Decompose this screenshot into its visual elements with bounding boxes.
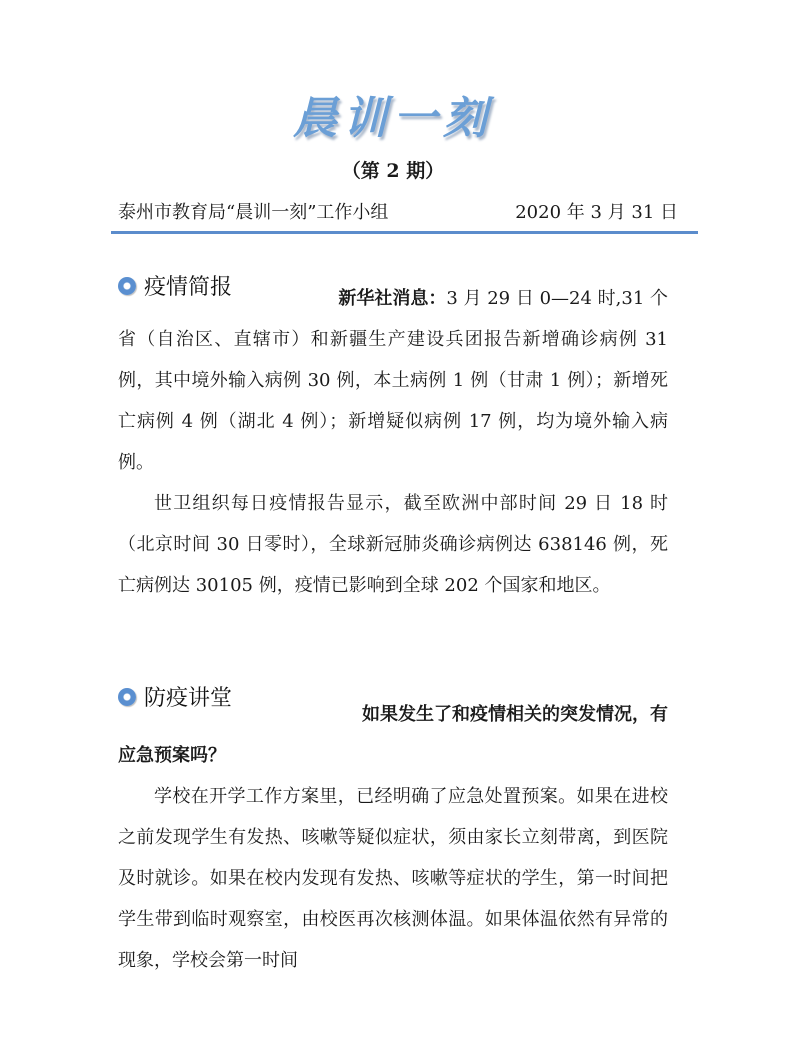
who-report-paragraph: 世卫组织每日疫情报告显示，截至欧洲中部时间 29 日 18 时（北京时间 30 日零时），全球新冠肺炎确诊病例达 638146 例，死亡病例达 30105 例，疫情已影响到全球 202 个国家和地区。	[118, 493, 668, 596]
news-source-lead: 新华社消息：	[338, 288, 447, 309]
newsletter-title: 晨训一刻	[293, 93, 493, 144]
lecture-answer-paragraph: 学校在开学工作方案里，已经明确了应急处置预案。如果在进校之前发现学生有发热、咳嗽等疑似症状，须由家长立刻带离，到医院及时就诊。如果在校内发现有发热、咳嗽等症状的学生，第一时间把学生带到临时观察室，由校医再次核测体温。如果体温依然有异常的现象，学校会第一时间	[118, 786, 668, 971]
section-heading-text: 防疫讲堂	[144, 686, 233, 711]
brief-body-text: 省（自治区、直辖市）和新疆生产建设兵团报告新增确诊病例 31 例，其中境外输入病例 30 例，本土病例 1 例（甘肃 1 例）；新增死亡病例 4 例（湖北 4 例）；新增疑似病例 17 例，均为境外输入病例。	[118, 329, 668, 473]
issue-number: （第 2 期）	[341, 160, 445, 182]
organization-name: 泰州市教育局“晨训一刻”工作小组	[118, 202, 389, 223]
brief-first-line-text: 3 月 29 日 0—24 时,31 个	[446, 288, 668, 309]
question-line-2: 应急预案吗？	[118, 745, 226, 766]
publication-date: 2020 年 3 月 31 日	[515, 202, 678, 223]
epidemic-brief-paragraph	[118, 278, 668, 483]
lecture-question	[118, 694, 668, 776]
header-divider	[111, 231, 698, 234]
brief-first-line	[118, 278, 668, 319]
section-heading-text: 疫情简报	[144, 275, 233, 300]
question-line-1: 如果发生了和疫情相关的突发情况，有	[362, 704, 668, 725]
header-meta	[118, 198, 678, 224]
